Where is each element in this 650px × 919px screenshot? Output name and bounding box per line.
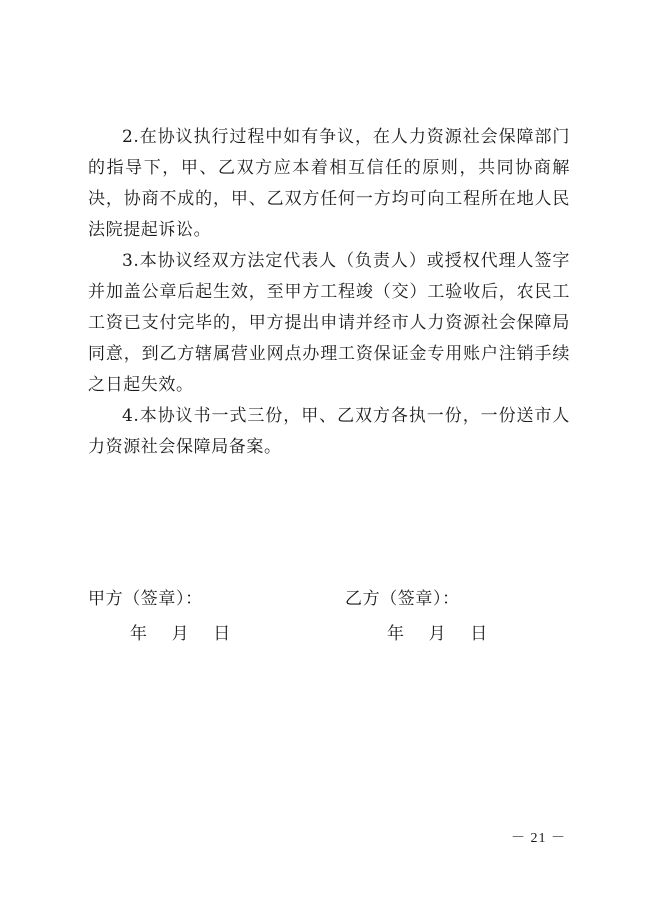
party-b-date: 年 月 日 bbox=[387, 624, 488, 644]
page-number: － 21 － bbox=[511, 831, 566, 846]
clause-4: 4.本协议书一式三份，甲、乙双方各执一份，一份送市人力资源社会保障局备案。 bbox=[88, 406, 570, 457]
party-a-seal-label: 甲方（签章）： bbox=[88, 589, 203, 609]
agreement-clauses bbox=[88, 122, 570, 463]
clause-3: 3.本协议经双方法定代表人（负责人）或授权代理人签字并加盖公章后起生效，至甲方工程竣（交）工验收后，农民工工资已支付完毕的，甲方提出申请并经市人力资源社会保障局同意，到乙方辖属营业网点办理工资保证金专用账户注销手续之日起失效。 bbox=[88, 251, 570, 395]
party-b-seal-label: 乙方（签章）： bbox=[345, 589, 460, 609]
party-a-date: 年 月 日 bbox=[130, 624, 231, 644]
clause-2: 2.在协议执行过程中如有争议，在人力资源社会保障部门的指导下，甲、乙双方应本着相互信任的原则，共同协商解决，协商不成的，甲、乙双方任何一方均可向工程所在地人民法院提起诉讼。 bbox=[88, 127, 570, 240]
party-b-signature-block bbox=[345, 588, 488, 645]
party-a-signature-block bbox=[88, 588, 231, 645]
